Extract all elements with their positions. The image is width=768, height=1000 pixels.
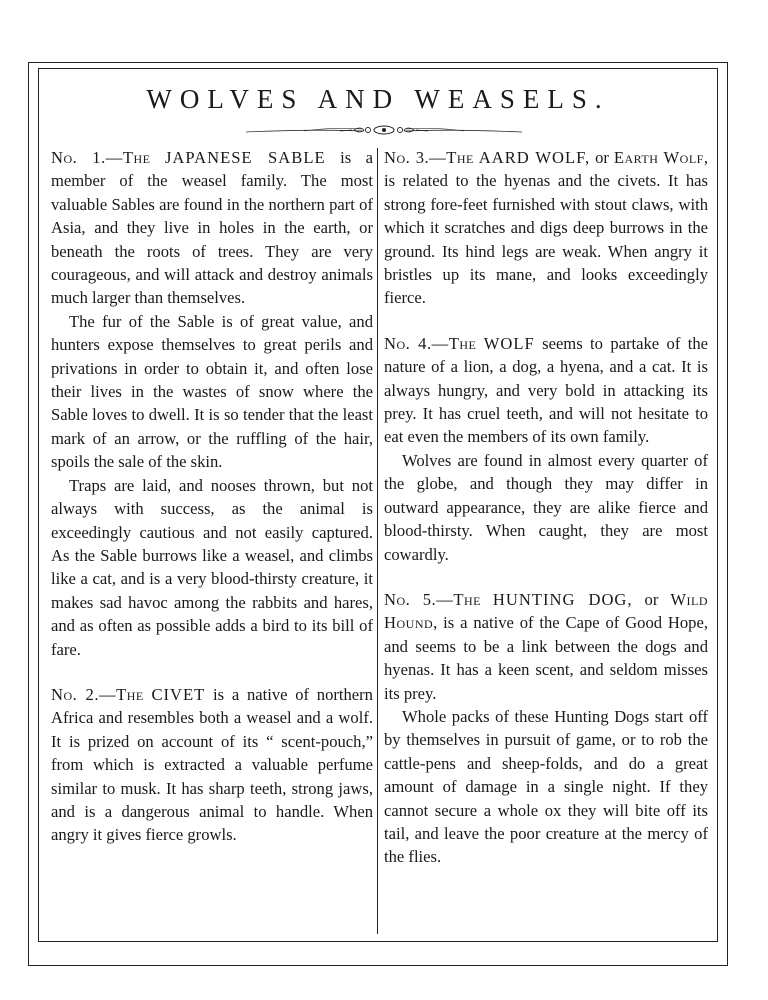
entry-text: is a native of northern Africa and resembles both a weasel and a wolf. It is prized on account of its “ scent-pouch,” from which is extracted a valuable perfume similar to musk. It has sharp teeth, strong jaws, and is a dangerous animal to handle. When angry it gives fierce growls. [51, 684, 373, 845]
animal-name: AARD WOLF, [478, 148, 591, 167]
entry-number: No. 3.— [384, 148, 447, 167]
right-column [384, 146, 708, 869]
entry-number: No. 1.— [51, 148, 123, 167]
animal-name: JAPANESE SABLE [164, 148, 326, 167]
paragraph: Traps are laid, and nooses thrown, but not always with success, as the animal is exceedingly cautious and not easily captured. As the Sable burrows like a weasel, and climbs like a cat, and is a very blood-thirsty creature, it makes sad havoc among the rabbits and hares, and as often as possible adds a bird to its bill of fare. [51, 475, 373, 659]
left-column [51, 146, 373, 847]
entry-hunting-dog [384, 588, 708, 705]
entry-number: No. 4.— [384, 333, 449, 353]
entry-text: , is related to the hyenas and the civets. It has strong fore-feet furnished with stout claws, with which it scratches and digs deep burrows in the ground. Its hind legs are weak. When angry it bristles up its mane, and looks exceedingly fierce. [384, 148, 708, 308]
entry-article: The [446, 148, 474, 167]
page-title: WOLVES AND WEASELS. [146, 84, 610, 114]
entry-text: is a member of the weasel family. The most valuable Sables are found in the northern part of Asia, and they live in holes in the earth, or beneath the roots of trees. They are very courageous, and will attack and destroy animals much larger than themselves. [51, 148, 373, 308]
paragraph: The fur of the Sable is of great value, and hunters expose themselves to great perils and privations in order to obtain it, and often lose their lives in the wastes of snow where the Sable loves to dwell. It is so tender that the least mark of an arrow, or the ruffling of the hair, spoils the sale of the skin. [51, 311, 373, 472]
animal-name: HUNTING DOG, [492, 589, 633, 609]
paragraph: Wolves are found in almost every quarter of the globe, and though they may differ in outward appearance, they are alike fierce and blood-thirsty. When caught, they are most cowardly. [384, 450, 708, 564]
animal-alt-name: Earth Wolf [613, 148, 704, 167]
entry-article: The [116, 684, 144, 704]
animal-alt-name: Wild Hound [384, 589, 708, 633]
animal-name: WOLF [483, 333, 535, 353]
entry-article: The [122, 148, 151, 167]
entry-conjunction: or [632, 589, 671, 609]
entry-conjunction: or [590, 148, 614, 167]
entry-japanese-sable [51, 146, 373, 310]
entry-civet [51, 683, 373, 847]
entry-number: No. 2.— [51, 684, 117, 704]
entry-article: The [453, 589, 481, 609]
paragraph: Whole packs of these Hunting Dogs start off by themselves in pursuit of game, or to rob the cattle-pens and sheep-folds, and do a great amount of damage in a single night. If they cannot secure a whole ox they will bite off its tail, and leave the poor creature at the mercy of the flies. [384, 706, 708, 867]
column-divider [377, 148, 378, 934]
title-ornament [244, 123, 524, 137]
entry-wolf [384, 332, 708, 449]
entry-article: The [448, 333, 477, 353]
animal-name: CIVET [151, 684, 206, 704]
entry-number: No. 5.— [384, 589, 454, 609]
entry-text: , is a native of the Cape of Good Hope, and seems to be a link between the dogs and hyenas. It has a keen scent, and seldom misses its prey. [384, 613, 708, 703]
entry-aard-wolf [384, 146, 708, 310]
entry-text: seems to partake of the nature of a lion, a dog, a hyena, and a cat. It is always hungry, and very bold in attacking its prey. It has cruel teeth, and will not hesitate to eat even the members of its own family. [384, 333, 708, 447]
